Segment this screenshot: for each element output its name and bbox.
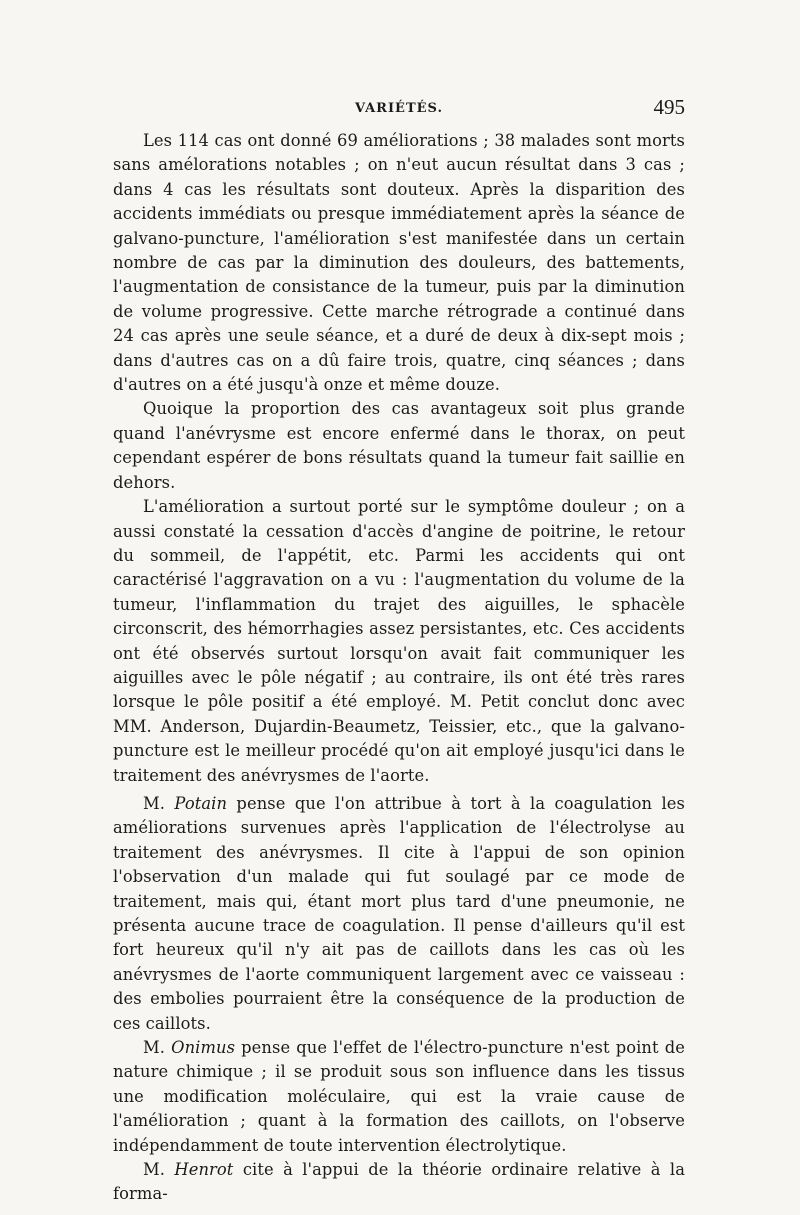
- running-header: [113, 95, 685, 123]
- author-name: Potain: [174, 793, 228, 813]
- paragraph-proportion: [113, 397, 685, 495]
- paragraph-text: pense que l'on attribue à tort à la coagulation les améliorations survenues après l'application de l'électrolyse au traitement des anévrysmes. Il cite à l'appui de son opinion l'observation d'un malade qui fut soulagé par ce mode de traitement, mais qui, étant mort plus tard d'une pneumonie, ne présenta aucune trace de coagulation. Il pense d'ailleurs qu'il est fort heureux qu'il n'y ait pas de caillots dans les cas où les anévrysmes de l'aorte communiquent largement avec ce vaisseau : des embolies pourraient être la conséquence de la production de ces caillots.: [113, 793, 685, 1033]
- page-number: 495: [653, 95, 685, 119]
- document-page: [113, 95, 685, 1207]
- paragraph-results: [113, 129, 685, 397]
- paragraph-onimus: [113, 1036, 685, 1158]
- paragraph-text: pense que l'effet de l'électro-puncture n'est point de nature chimique ; il se produit sous son influence dans les tissus une modification moléculaire, qui est la vraie cause de l'amélioration ; quant à la formation des caillots, on l'observe indépendamment de toute intervention électrolytique.: [113, 1038, 685, 1155]
- paragraph-amelioration: [113, 495, 685, 788]
- paragraph-text: Quoique la proportion des cas avantageux soit plus grande quand l'anévrysme est encore enfermé dans le thorax, on peut cependant espérer de bons résultats quand la tumeur fait saillie en dehors.: [113, 399, 685, 492]
- running-title: VARIÉTÉS.: [355, 101, 443, 116]
- paragraph-prefix: M.: [143, 793, 175, 813]
- paragraph-text: cite à l'appui de la théorie ordinaire relative à la forma-: [113, 1160, 685, 1204]
- author-name: Onimus: [171, 1038, 236, 1058]
- paragraph-text: L'amélioration a surtout porté sur le symptôme douleur ; on a aussi constaté la cessation d'accès d'angine de poitrine, le retour du sommeil, de l'appétit, etc. Parmi les accidents qui ont caractérisé l'aggravation on a vu : l'augmentation du volume de la tumeur, l'inflammation du trajet des aiguilles, le sphacèle circonscrit, des hémorrhagies assez persistantes, etc. Ces accidents ont été observés surtout lorsqu'on avait fait communiquer les aiguilles avec le pôle négatif ; au contraire, ils ont été très rares lorsque le pôle positif a été employé. M. Petit conclut donc avec MM. Anderson, Dujardin-Beaumetz, Teissier, etc., que la galvano-puncture est le meilleur procédé qu'on ait employé jusqu'ici dans le traitement des anévrysmes de l'aorte.: [113, 497, 685, 785]
- paragraph-prefix: M.: [143, 1160, 175, 1180]
- paragraph-potain: [113, 792, 685, 1036]
- paragraph-prefix: M.: [143, 1038, 172, 1058]
- author-name: Henrot: [174, 1160, 234, 1180]
- paragraph-text: Les 114 cas ont donné 69 améliorations ; 38 malades sont morts sans amélorations notables ; on n'eut aucun résultat dans 3 cas ; dans 4 cas les résultats sont douteux. Après la disparition des accidents immédiats ou presque immédiatement après la séance de galvano-puncture, l'amélioration s'est manifestée dans un certain nombre de cas par la diminution des douleurs, des battements, l'augmentation de consistance de la tumeur, puis par la diminution de volume progressive. Cette marche rétrograde a continué dans 24 cas après une seule séance, et a duré de deux à dix-sept mois ; dans d'autres cas on a dû faire trois, quatre, cinq séances ; dans d'autres on a été jusqu'à onze et même douze.: [113, 131, 685, 395]
- paragraph-henrot: [113, 1158, 685, 1207]
